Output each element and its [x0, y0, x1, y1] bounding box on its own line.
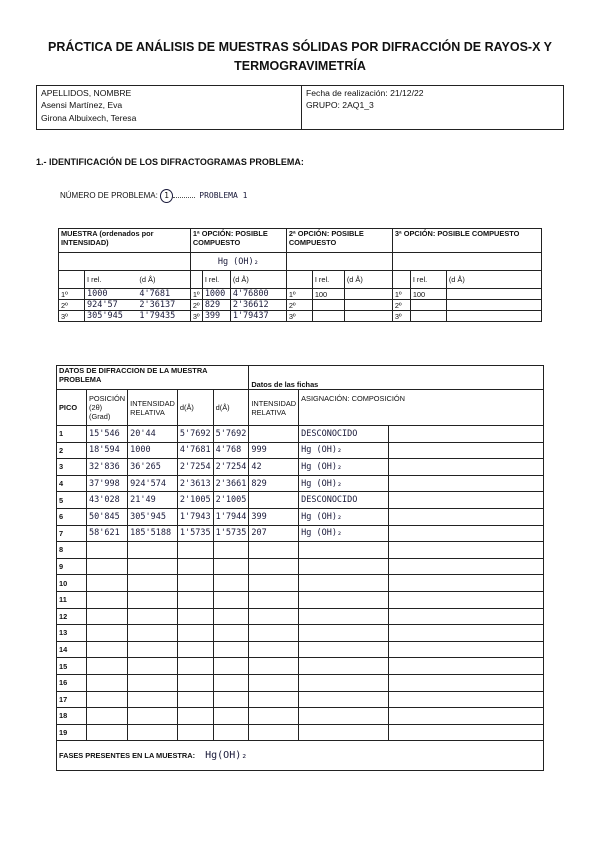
blank-cell [59, 253, 191, 271]
position-value [87, 641, 128, 658]
assignment-value [299, 691, 389, 708]
table-row [57, 542, 544, 559]
position-value: 18'594 [87, 442, 128, 459]
spare-cell [389, 575, 544, 592]
row-ordinal: 1º [286, 289, 312, 300]
phases-row [57, 741, 544, 771]
intensity-value [128, 641, 178, 658]
row-ordinal: 3º [190, 311, 202, 322]
assignment-value [299, 674, 389, 691]
intensity-card-value [249, 625, 299, 642]
intensity-card-value [249, 575, 299, 592]
position-value [87, 691, 128, 708]
sample-d: 4'7681 [139, 289, 171, 299]
table-row [57, 674, 544, 691]
sample-irel: 924'57 [87, 300, 118, 310]
table-row [57, 591, 544, 608]
peak-number: 11 [57, 591, 87, 608]
d-value: 1'7943 [177, 508, 213, 525]
table-row [57, 558, 544, 575]
assignment-value [299, 575, 389, 592]
blank-cell [392, 271, 410, 289]
peak-number: 16 [57, 674, 87, 691]
d-value: 1'5735 [177, 525, 213, 542]
peak-number: 7 [57, 525, 87, 542]
compound3-name [392, 253, 541, 271]
assignment-value [299, 558, 389, 575]
intensity-card-value [249, 426, 299, 443]
intensity-card-value [249, 674, 299, 691]
row-ordinal: 1º [190, 289, 202, 300]
peak-number: 4 [57, 475, 87, 492]
assignment-header: ASIGNACIÓN: COMPOSICIÓN [299, 390, 544, 426]
d-value [177, 542, 213, 559]
spare-cell [389, 591, 544, 608]
d-value: 2'1005 [177, 492, 213, 509]
option1-irel: 399 [202, 311, 230, 322]
date-label: Fecha de realización: 21/12/22 [306, 88, 424, 98]
intensity-value [128, 542, 178, 559]
assignment-value: Hg (OH)₂ [299, 508, 389, 525]
spare-cell [389, 459, 544, 476]
intensity-value: 305'945 [128, 508, 178, 525]
option3-d [446, 289, 541, 300]
spare-cell [389, 542, 544, 559]
peak-header: PICO [57, 390, 87, 426]
table-row [57, 608, 544, 625]
spare-cell [389, 691, 544, 708]
compound1-name: Hg (OH)₂ [190, 253, 286, 271]
intensity-value [128, 625, 178, 642]
section-heading: 1.- IDENTIFICACIÓN DE LOS DIFRACTOGRAMAS PROBLEMA: [36, 157, 304, 167]
intensity-value [128, 724, 178, 741]
problem-name: PROBLEMA 1 [199, 191, 248, 200]
position-value [87, 542, 128, 559]
sample-header: MUESTRA (ordenados por INTENSIDAD) [59, 229, 191, 253]
spare-cell [389, 674, 544, 691]
irel-header: I rel. [410, 271, 446, 289]
table-row [57, 426, 544, 443]
intensity-card-value: 207 [249, 525, 299, 542]
assignment-value [299, 542, 389, 559]
position-value [87, 591, 128, 608]
option3-header: 3ª OPCIÓN: POSIBLE COMPUESTO [392, 229, 541, 253]
student-info-table [36, 85, 564, 130]
position-value: 50'845 [87, 508, 128, 525]
row-ordinal: 1º [59, 289, 85, 300]
table-row [59, 289, 542, 300]
d-card-value [213, 658, 249, 675]
position-value [87, 558, 128, 575]
d-card-value: 4'768 [213, 442, 249, 459]
spare-cell [389, 475, 544, 492]
irel-header: I rel. [312, 271, 344, 289]
d-card-value: 2'7254 [213, 459, 249, 476]
table-row [57, 442, 544, 459]
position-value: 32'836 [87, 459, 128, 476]
d-card-value [213, 575, 249, 592]
spare-cell [389, 724, 544, 741]
assignment-value: Hg (OH)₂ [299, 442, 389, 459]
d-card-value [213, 558, 249, 575]
row-ordinal: 3º [392, 311, 410, 322]
peak-number: 6 [57, 508, 87, 525]
position-value [87, 575, 128, 592]
problem-number-line [60, 189, 247, 203]
spare-cell [389, 708, 544, 725]
sample-data-header: DATOS DE DIFRACCION DE LA MUESTRA PROBLEMA [57, 366, 249, 390]
spare-cell [389, 641, 544, 658]
d-value: 2'7254 [177, 459, 213, 476]
row-ordinal: 2º [59, 300, 85, 311]
option2-d [344, 311, 392, 322]
d-card-value [213, 542, 249, 559]
names-label: APELLIDOS, NOMBRE [41, 88, 132, 98]
d-card-value: 2'3661 [213, 475, 249, 492]
spare-cell [389, 658, 544, 675]
row-ordinal: 3º [59, 311, 85, 322]
date-group-cell [302, 86, 564, 130]
table-row [57, 459, 544, 476]
peak-number: 19 [57, 724, 87, 741]
assignment-value: Hg (OH)₂ [299, 525, 389, 542]
d-card-value: 5'7692 [213, 426, 249, 443]
assignment-value [299, 708, 389, 725]
position-value [87, 708, 128, 725]
table-row [57, 691, 544, 708]
intensity-card-value [249, 558, 299, 575]
compound2-name [286, 253, 392, 271]
assignment-value [299, 724, 389, 741]
sample-values [85, 311, 191, 322]
option2-d [344, 289, 392, 300]
intensity-card-header: INTENSIDAD RELATIVA [249, 390, 299, 426]
peak-number: 10 [57, 575, 87, 592]
table-row [57, 475, 544, 492]
d-value [177, 708, 213, 725]
intensity-value [128, 575, 178, 592]
student-1: Asensi Martínez, Eva [41, 100, 123, 110]
intensity-card-value [249, 641, 299, 658]
intensity-card-value [249, 591, 299, 608]
blank-cell [286, 271, 312, 289]
assignment-value [299, 658, 389, 675]
peak-number: 1 [57, 426, 87, 443]
blank-cell [190, 271, 202, 289]
sample-d: 1'79435 [139, 311, 176, 321]
spare-cell [389, 492, 544, 509]
d-value: 4'7681 [177, 442, 213, 459]
spare-cell [389, 525, 544, 542]
cards-data-header: Datos de las fichas [249, 366, 544, 390]
d-value [177, 641, 213, 658]
d-value [177, 575, 213, 592]
d-card-value [213, 674, 249, 691]
table-row [57, 492, 544, 509]
peak-number: 14 [57, 641, 87, 658]
intensity-value: 1000 [128, 442, 178, 459]
intensity-value: 21'49 [128, 492, 178, 509]
peak-number: 2 [57, 442, 87, 459]
intensity-card-value: 399 [249, 508, 299, 525]
table-row [57, 641, 544, 658]
table-row [57, 724, 544, 741]
sample-irel: 305'945 [87, 311, 123, 321]
d-card-value [213, 591, 249, 608]
intensity-value: 185'5188 [128, 525, 178, 542]
table-row [57, 625, 544, 642]
intensity-value [128, 558, 178, 575]
spare-cell [389, 625, 544, 642]
intensity-card-value [249, 724, 299, 741]
d-card-value [213, 708, 249, 725]
option1-header: 1ª OPCIÓN: POSIBLE COMPUESTO [190, 229, 286, 253]
assignment-value: Hg (OH)₂ [299, 475, 389, 492]
option2-irel [312, 311, 344, 322]
sample-values [85, 300, 191, 311]
position-value [87, 658, 128, 675]
d-card-value [213, 641, 249, 658]
spare-cell [389, 426, 544, 443]
intensity-card-value: 829 [249, 475, 299, 492]
d-value [177, 658, 213, 675]
option3-d [446, 300, 541, 311]
sample-d: 2'36137 [139, 300, 176, 310]
row-ordinal: 2º [190, 300, 202, 311]
d-value [177, 724, 213, 741]
d-card-value: 2'1005 [213, 492, 249, 509]
blank-cell [85, 271, 191, 289]
option2-header: 2ª OPCIÓN: POSIBLE COMPUESTO [286, 229, 392, 253]
assignment-value: Hg (OH)₂ [299, 459, 389, 476]
problem-number-label: NÚMERO DE PROBLEMA: [60, 191, 158, 200]
page-title: PRÁCTICA DE ANÁLISIS DE MUESTRAS SÓLIDAS POR DIFRACCIÓN DE RAYOS-X Y TERMOGRAVIMETRÍA [48, 40, 552, 73]
d-value [177, 691, 213, 708]
intensity-value: 20'44 [128, 426, 178, 443]
position-value [87, 674, 128, 691]
d-value [177, 558, 213, 575]
intensity-value [128, 608, 178, 625]
assignment-value: DESCONOCIDO [299, 492, 389, 509]
phases-label: FASES PRESENTES EN LA MUESTRA: [59, 751, 196, 761]
names-cell [37, 86, 302, 130]
intensity-card-value [249, 708, 299, 725]
d-value [177, 608, 213, 625]
d-header: (d Å) [344, 271, 392, 289]
d-card-value [213, 691, 249, 708]
row-ordinal: 2º [392, 300, 410, 311]
intensity-card-value [249, 691, 299, 708]
intensity-value [128, 708, 178, 725]
d-card-header: d(Å) [213, 390, 249, 426]
diffraction-data-table [56, 365, 544, 771]
option3-irel: 100 [410, 289, 446, 300]
peak-number: 12 [57, 608, 87, 625]
option3-irel [410, 300, 446, 311]
group-label: GRUPO: 2AQ1_3 [306, 100, 374, 110]
intensity-value [128, 674, 178, 691]
position-value: 15'546 [87, 426, 128, 443]
option3-irel [410, 311, 446, 322]
option2-irel: 100 [312, 289, 344, 300]
intensity-value [128, 591, 178, 608]
peak-number: 13 [57, 625, 87, 642]
table-row [57, 525, 544, 542]
option1-d: 1'79437 [230, 311, 286, 322]
sample-values [85, 289, 191, 300]
position-value [87, 724, 128, 741]
intensity-value: 924'574 [128, 475, 178, 492]
peak-number: 15 [57, 658, 87, 675]
option3-d [446, 311, 541, 322]
d-value: 5'7692 [177, 426, 213, 443]
position-header: POSICIÓN (2θ) (Grad) [87, 390, 128, 426]
blank-cell [59, 271, 85, 289]
row-ordinal: 2º [286, 300, 312, 311]
d-value [177, 674, 213, 691]
spare-cell [389, 442, 544, 459]
intensity-card-value [249, 608, 299, 625]
position-value [87, 608, 128, 625]
student-2: Girona Albuixech, Teresa [41, 113, 137, 123]
intensity-value [128, 658, 178, 675]
assignment-value [299, 641, 389, 658]
table-row [57, 575, 544, 592]
irel-header: I rel. [202, 271, 230, 289]
position-value: 37'998 [87, 475, 128, 492]
d-header: d(Å) [177, 390, 213, 426]
compound-options-table [58, 228, 542, 322]
peak-number: 17 [57, 691, 87, 708]
d-card-value [213, 625, 249, 642]
row-ordinal: 3º [286, 311, 312, 322]
d-header: (d Å) [230, 271, 286, 289]
d-card-value [213, 724, 249, 741]
assignment-value: DESCONOCIDO [299, 426, 389, 443]
intensity-card-value: 999 [249, 442, 299, 459]
peak-number: 8 [57, 542, 87, 559]
assignment-value [299, 591, 389, 608]
intensity-card-value [249, 658, 299, 675]
option2-irel [312, 300, 344, 311]
option1-irel: 829 [202, 300, 230, 311]
intensity-value [128, 691, 178, 708]
table-row [57, 658, 544, 675]
d-header: (d Å) [446, 271, 541, 289]
option1-irel: 1000 [202, 289, 230, 300]
peak-number: 5 [57, 492, 87, 509]
assignment-value [299, 625, 389, 642]
table-row [57, 708, 544, 725]
peak-number: 18 [57, 708, 87, 725]
spare-cell [389, 608, 544, 625]
sample-irel: 1000 [87, 289, 108, 299]
peak-number: 9 [57, 558, 87, 575]
position-value: 43'028 [87, 492, 128, 509]
d-card-value: 1'5735 [213, 525, 249, 542]
row-ordinal: 1º [392, 289, 410, 300]
d-card-value: 1'7944 [213, 508, 249, 525]
d-card-value [213, 608, 249, 625]
intensity-value: 36'265 [128, 459, 178, 476]
d-value: 2'3613 [177, 475, 213, 492]
dotted-line [173, 189, 195, 198]
option2-d [344, 300, 392, 311]
intensity-card-value [249, 542, 299, 559]
problem-number-value: 1 [160, 189, 173, 203]
spare-cell [389, 508, 544, 525]
option1-d: 2'36612 [230, 300, 286, 311]
table-row [59, 300, 542, 311]
peak-number: 3 [57, 459, 87, 476]
table-row [57, 508, 544, 525]
phases-value: Hg(OH)₂ [205, 750, 248, 762]
d-value [177, 625, 213, 642]
option1-d: 4'76800 [230, 289, 286, 300]
table-row [59, 311, 542, 322]
position-value [87, 625, 128, 642]
spare-cell [389, 558, 544, 575]
intensity-card-value: 42 [249, 459, 299, 476]
intensity-card-value [249, 492, 299, 509]
irel-header: I rel. [87, 275, 102, 284]
assignment-value [299, 608, 389, 625]
intensity-header: INTENSIDAD RELATIVA [128, 390, 178, 426]
d-value [177, 591, 213, 608]
d-header: (d Å) [139, 275, 156, 284]
position-value: 58'621 [87, 525, 128, 542]
